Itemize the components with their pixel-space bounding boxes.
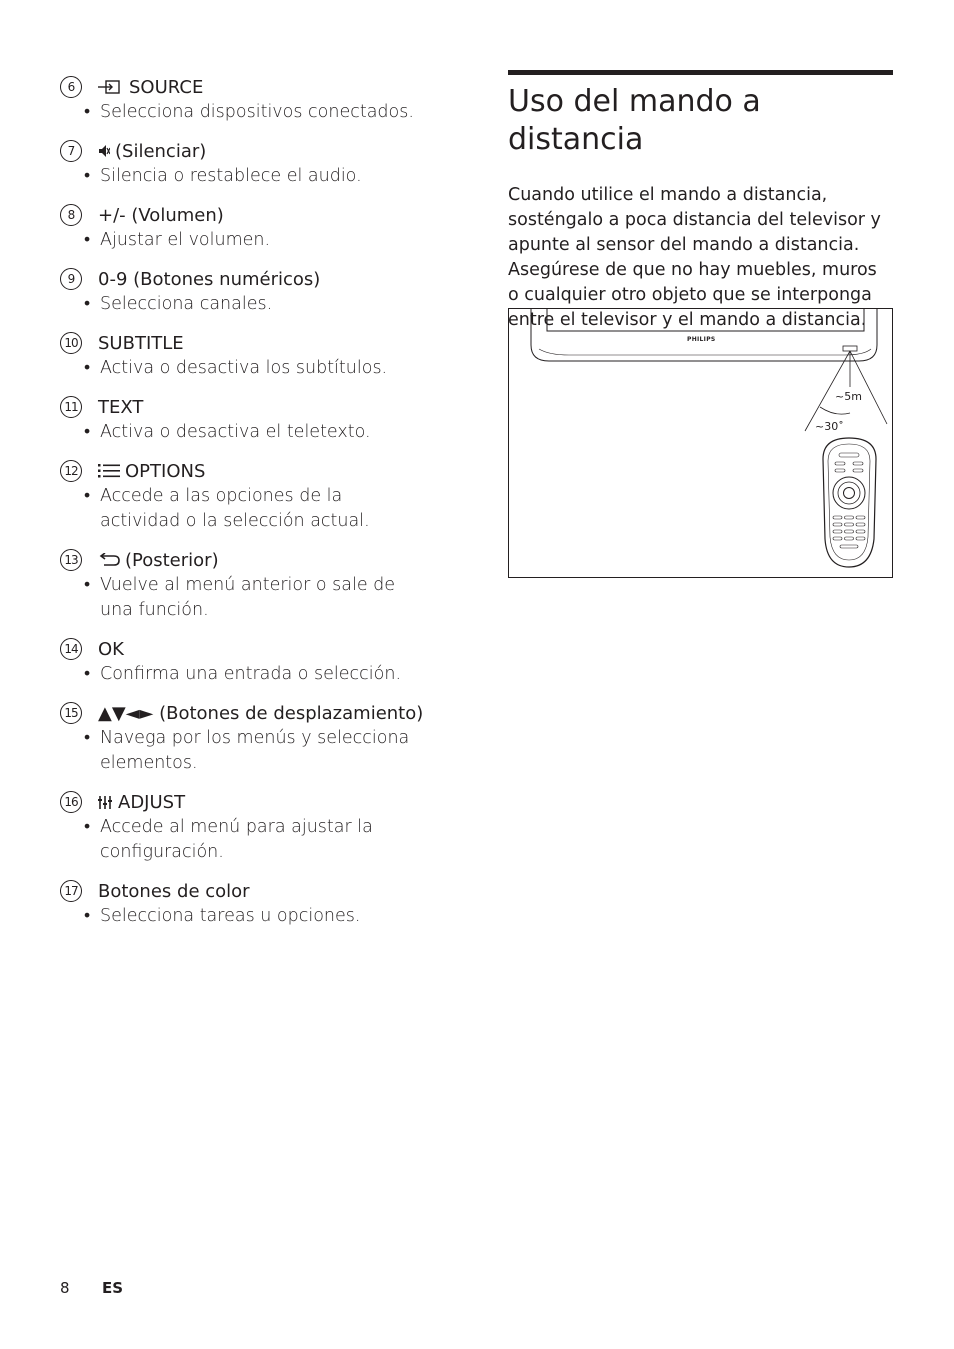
- list-item: [60, 547, 460, 623]
- adjust-icon: [98, 795, 113, 810]
- bullet-icon: •: [84, 166, 91, 186]
- item-number: 15: [60, 702, 82, 724]
- bullet-text: Activa o desactiva el teletexto.: [100, 422, 371, 442]
- bullet-text: Vuelve al menú anterior o sale de una función.: [100, 575, 396, 620]
- list-item: [60, 330, 460, 381]
- source-icon: [98, 80, 124, 94]
- item-heading: [60, 266, 460, 292]
- bullet-text: Selecciona dispositivos conectados.: [100, 102, 414, 122]
- item-label: (Posterior): [125, 549, 219, 571]
- item-heading: [60, 458, 460, 484]
- item-label: OK: [98, 638, 124, 660]
- item-label: ADJUST: [118, 791, 186, 813]
- language-code: ES: [102, 1279, 124, 1297]
- bullet-text: Activa o desactiva los subtítulos.: [100, 358, 388, 378]
- list-item: [60, 74, 460, 125]
- bullet-point: [60, 228, 460, 253]
- distance-label: ~5m: [835, 390, 862, 403]
- options-icon: [98, 463, 120, 479]
- item-label: ▲▼◄► (Botones de desplazamiento): [98, 702, 424, 724]
- page-footer: [60, 1279, 123, 1297]
- tv-remote-drawing: [509, 309, 892, 577]
- bullet-point: [60, 662, 460, 687]
- item-number: 6: [60, 76, 82, 98]
- item-number: 13: [60, 549, 82, 571]
- bullet-point: [60, 484, 460, 534]
- bullet-text: Navega por los menús y selecciona elementos.: [100, 728, 410, 773]
- bullet-icon: •: [84, 817, 91, 837]
- remote-illustration: [508, 308, 893, 578]
- item-heading: [60, 138, 460, 164]
- section-paragraph: Cuando utilice el mando a distancia, sosténgalo a poca distancia del televisor y apunte al sensor del mando a distancia. Asegúrese de que no hay muebles, muros o cualquier otro objeto que se interponga entre el televisor y el mando a distancia.: [508, 185, 881, 330]
- bullet-point: [60, 420, 460, 445]
- item-number: 10: [60, 332, 82, 354]
- button-description-list: [60, 74, 460, 942]
- item-heading: [60, 74, 460, 100]
- list-item: [60, 636, 460, 687]
- bullet-icon: •: [84, 906, 91, 926]
- item-number: 17: [60, 880, 82, 902]
- bullet-icon: •: [84, 422, 91, 442]
- item-heading: [60, 330, 460, 356]
- section-rule: [508, 70, 893, 75]
- list-item: [60, 789, 460, 865]
- bullet-text: Ajustar el volumen.: [100, 230, 271, 250]
- bullet-icon: •: [84, 486, 91, 506]
- item-number: 9: [60, 268, 82, 290]
- item-label: SUBTITLE: [98, 332, 184, 354]
- bullet-icon: •: [84, 575, 91, 595]
- item-number: 7: [60, 140, 82, 162]
- bullet-icon: •: [84, 664, 91, 684]
- bullet-text: Accede a las opciones de la actividad o la selección actual.: [100, 486, 370, 531]
- angle-label: ~30˚: [815, 420, 844, 433]
- section-title: Uso del mando a distancia: [508, 84, 761, 157]
- item-heading: [60, 789, 460, 815]
- item-heading: [60, 547, 460, 573]
- list-item: [60, 394, 460, 445]
- item-label: +/- (Volumen): [98, 204, 224, 226]
- item-number: 8: [60, 204, 82, 226]
- bullet-text: Confirma una entrada o selección.: [100, 664, 402, 684]
- bullet-point: [60, 100, 460, 125]
- item-heading: [60, 878, 460, 904]
- bullet-icon: •: [84, 728, 91, 748]
- item-number: 16: [60, 791, 82, 813]
- list-item: [60, 458, 460, 534]
- item-heading: [60, 202, 460, 228]
- mute-icon: [98, 144, 110, 158]
- item-number: 12: [60, 460, 82, 482]
- item-label: OPTIONS: [125, 460, 206, 482]
- item-number: 11: [60, 396, 82, 418]
- bullet-point: [60, 904, 460, 929]
- bullet-text: Selecciona tareas u opciones.: [100, 906, 361, 926]
- item-label: Botones de color: [98, 880, 250, 902]
- list-item: [60, 266, 460, 317]
- list-item: [60, 202, 460, 253]
- bullet-icon: •: [84, 102, 91, 122]
- item-label: (Silenciar): [115, 140, 207, 162]
- item-heading: [60, 394, 460, 420]
- item-label: SOURCE: [129, 76, 204, 98]
- bullet-icon: •: [84, 230, 91, 250]
- item-label: TEXT: [98, 396, 144, 418]
- list-item: [60, 700, 460, 776]
- bullet-point: [60, 292, 460, 317]
- bullet-point: [60, 573, 460, 623]
- bullet-text: Selecciona canales.: [100, 294, 273, 314]
- tv-brand-logo: PHILIPS: [687, 336, 716, 343]
- item-label: 0-9 (Botones numéricos): [98, 268, 321, 290]
- bullet-text: Accede al menú para ajustar la configuración.: [100, 817, 373, 862]
- page-number: 8: [60, 1279, 70, 1297]
- item-heading: [60, 700, 460, 726]
- bullet-point: [60, 356, 460, 381]
- bullet-text: Silencia o restablece el audio.: [100, 166, 362, 186]
- bullet-icon: •: [84, 294, 91, 314]
- bullet-point: [60, 164, 460, 189]
- remote-usage-section: [508, 70, 893, 333]
- bullet-point: [60, 815, 460, 865]
- bullet-point: [60, 726, 460, 776]
- back-icon: [98, 553, 120, 567]
- item-number: 14: [60, 638, 82, 660]
- list-item: [60, 878, 460, 929]
- bullet-icon: •: [84, 358, 91, 378]
- item-heading: [60, 636, 460, 662]
- list-item: [60, 138, 460, 189]
